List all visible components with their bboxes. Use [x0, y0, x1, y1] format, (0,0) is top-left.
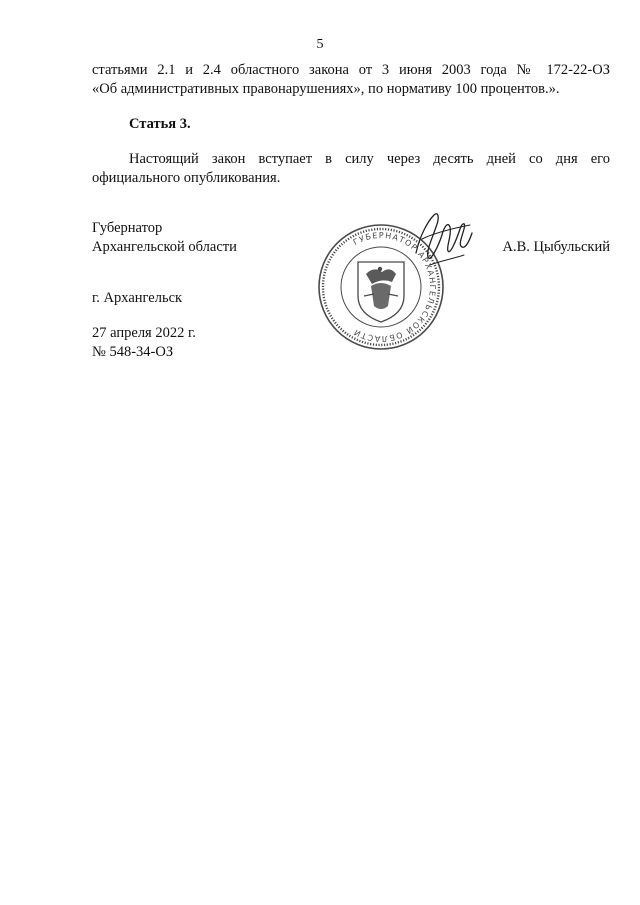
signatory-title	[92, 219, 237, 257]
paragraph-article-3	[92, 150, 610, 188]
page-number: 5	[316, 37, 324, 52]
paragraph-continuation	[92, 61, 610, 99]
city: г. Архангельск	[92, 290, 183, 306]
date-block	[92, 324, 196, 362]
signatory-title-line: Губернатор	[92, 220, 163, 236]
paragraph-line: официального опубликования.	[92, 170, 281, 186]
signatory-name: А.В. Цыбульский	[502, 239, 610, 255]
signing-date: 27 апреля 2022 г.	[92, 325, 196, 341]
signature-icon	[400, 205, 480, 275]
seal-text: ГУБЕРНАТОР АРХАНГЕЛЬСКОЙ ОБЛАСТИ	[351, 230, 438, 344]
law-number: № 548-34-ОЗ	[92, 344, 174, 360]
signatory-title-line: Архангельской области	[92, 239, 237, 255]
paragraph-line: «Об административных правонарушениях», по нормативу 100 процентов.».	[92, 81, 560, 97]
paragraph-line: статьями 2.1 и 2.4 областного закона от 3 июня 2003 года № 172-22-ОЗ	[92, 62, 610, 78]
paragraph-line: Настоящий закон вступает в силу через десять дней со дня его	[129, 151, 610, 167]
article-heading: Статья 3.	[129, 116, 191, 132]
